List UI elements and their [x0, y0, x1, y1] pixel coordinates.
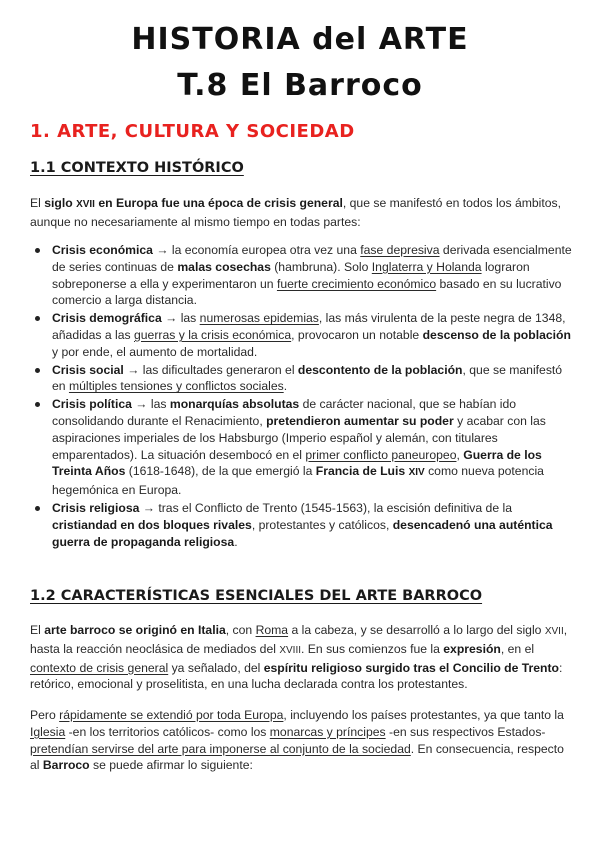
- subsection-heading-1-2: 1.2 CARACTERÍSTICAS ESENCIALES DEL ARTE BARROCO: [30, 588, 483, 604]
- intro-paragraph: El siglo XVII en Europa fue una época de crisis general, que se manifestó en todos los ámbitos, aunque no necesariamente al mismo tiempo en todas partes:: [30, 196, 562, 229]
- bullet-icon: [35, 402, 40, 407]
- document-title: HISTORIA del ARTE: [131, 22, 469, 57]
- bullet-icon: [35, 248, 40, 253]
- bullet-icon: [35, 316, 40, 321]
- bullet-icon: [35, 368, 40, 373]
- paragraph-expansion: Pero rápidamente se extendió por toda Europa, incluyendo los países protestantes, ya que tanto la Iglesia -en los territorios católicos- como los monarcas y príncipes -en sus respectivos Estados- pretendían servirse del arte para imponerse al conjunto de la sociedad. En consecuencia, respecto al Barroco se puede afirmar lo siguiente:: [30, 708, 564, 773]
- document-subtitle: T.8 El Barroco: [177, 68, 423, 103]
- section-heading-1: 1. ARTE, CULTURA Y SOCIEDAD: [30, 121, 355, 142]
- list-item-crisis-politica: Crisis política → las monarquías absolutas de carácter nacional, que se habían ido consolidando durante el Renacimiento, pretendieron aumentar su poder y acabar con las aspiraciones imperiales de los Habsburgo (Imperio español y alemán, con titulares emparentados). La situación desembocó en el primer conflicto paneuropeo, Guerra de los Treinta Años (1618-1648), de la que emergió la Francia de Luis XIV como nueva potencia hegemónica en Europa.: [52, 396, 575, 499]
- paragraph-origin: El arte barroco se originó en Italia, con Roma a la cabeza, y se desarrolló a lo largo del siglo XVII, hasta la reacción neoclásica de mediados del XVIII. En sus comienzos fue la expresión, en el contexto de crisis general ya señalado, del espíritu religioso surgido tras el Concilio de Trento: retórico, emocional y proselitista, en una lucha declarada contra los protestantes.: [30, 623, 568, 692]
- list-item-crisis-economica: Crisis económica → la economía europea otra vez una fase depresiva derivada esencialmente de series continuas de malas cosechas (hambruna). Solo Inglaterra y Holanda lograron sobreponerse a ella y experimentaron un fuerte crecimiento económico basado en su lucrativo comercio a larga distancia.: [52, 242, 575, 309]
- subsection-heading-1-1: 1.1 CONTEXTO HISTÓRICO: [30, 160, 244, 176]
- list-item-crisis-social: Crisis social → las dificultades generaron el descontento de la población, que se manifestó en múltiples tensiones y conflictos sociales.: [52, 362, 575, 396]
- list-item-crisis-religiosa: Crisis religiosa → tras el Conflicto de Trento (1545-1563), la escisión definitiva de la cristiandad en dos bloques rivales, protestantes y católicos, desencadenó una auténtica guerra de propaganda religiosa.: [52, 500, 575, 550]
- list-item-crisis-demografica: Crisis demográfica → las numerosas epidemias, las más virulenta de la peste negra de 1348, añadidas a las guerras y la crisis económica, provocaron un notable descenso de la población y por ende, el aumento de mortalidad.: [52, 310, 575, 360]
- crisis-list: [52, 242, 575, 551]
- bullet-icon: [35, 506, 40, 511]
